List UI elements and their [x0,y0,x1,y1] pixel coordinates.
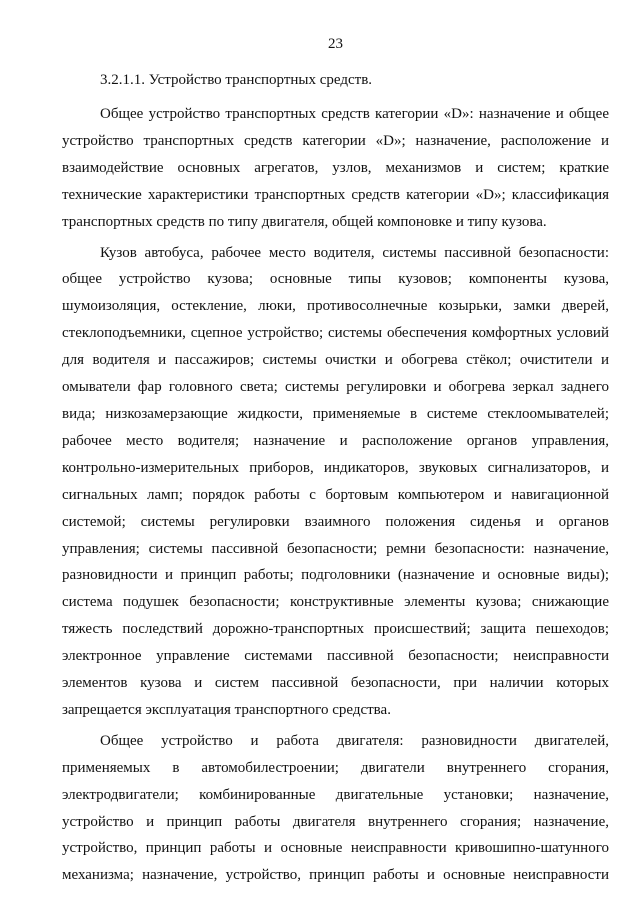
paragraph-vehicle-general: Общее устройство транспортных средств категории «D»: назначение и общее устройство транспортных средств категории «D»; назначение, расположение и взаимодействие основных агрегатов, узлов, механизмов и систем; краткие технические характеристики транспортных средств категории «D»; классификация транспортных средств по типу двигателя, общей компоновке и типу кузова. [62,106,609,230]
page-number: 23 [328,36,343,52]
paragraph-engine-general: Общее устройство и работа двигателя: разновидности двигателей, применяемых в автомобилестроении; двигатели внутреннего сгорания, электродвигатели; комбинированные двигательные установки; назначение, устройство и принцип работы двигателя внутреннего сгорания; назначение, устройство, принцип работы и основные неисправности кривошипно-шатунного механизма; назначение, устройство, принцип работы и основные неисправности [62,732,609,884]
paragraph-bus-body-safety: Кузов автобуса, рабочее место водителя, системы пассивной безопасности: общее устройство кузова; основные типы кузовов; компоненты кузова, шумоизоляция, остекление, люки, противосолнечные козырьки, замки дверей, стеклоподъемники, сцепное устройство; системы обеспечения комфортных условий для водителя и пассажиров; системы очистки и обогрева стёкол; очистители и омыватели фар головного света; системы регулировки и обогрева зеркал заднего вида; низкозамерзающие жидкости, применяемые в системе стеклоомывателей; рабочее место водителя; назначение и расположение органов управления, контрольно-измерительных приборов, индикаторов, звуковых сигнализаторов, и сигнальных ламп; порядок работы с бортовым компьютером и навигационной системой; системы регулировки взаимного положения сиденья и органов управления; системы пассивной безопасности; ремни безопасности: назначение, разновидности и принцип работы; подголовники (назначение и основные виды); система подушек безопасности; конструктивные элементы кузова; снижающие тяжесть последствий дорожно-транспортных происшествий; защита пешеходов; электронное управление системами пассивной безопасности; неисправности элементов кузова и систем пассивной безопасности, при наличии которых запрещается эксплуатация транспортного средства. [62,244,609,718]
section-heading: 3.2.1.1. Устройство транспортных средств. [100,72,373,88]
